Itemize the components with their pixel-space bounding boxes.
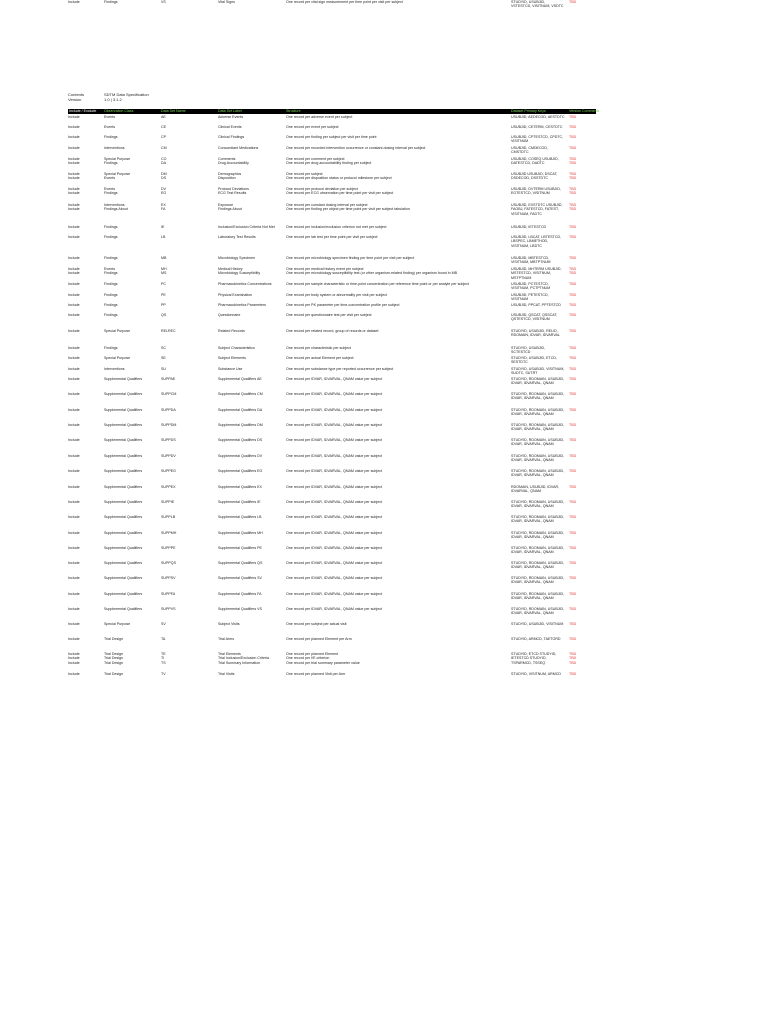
cell-structure: One record per planned Element per Arm	[286, 637, 352, 641]
cell-structure: One record per inclusion/exclusion criterion not met per subject	[286, 225, 387, 229]
cell-comments: TBD	[569, 515, 577, 519]
cell-class: Findings	[104, 293, 118, 297]
cell-include: Include	[68, 531, 80, 535]
cell-comments: TBD	[569, 454, 577, 458]
cell-structure: One record per subject One record per disposition status or protocol milestone per subject	[286, 172, 392, 181]
cell-dataset-name: SUPPDM	[161, 423, 177, 427]
cell-structure: One record per subject per actual visit	[286, 622, 347, 626]
cell-include: Include	[68, 469, 80, 473]
cell-include: Include	[68, 225, 80, 229]
cell-class: Special Purpose Findings	[104, 157, 131, 166]
cell-class: Findings	[104, 313, 118, 317]
cell-structure: One record per IDVAR, IDVARVAL, QNAM value per subject	[286, 438, 383, 442]
cell-comments: TBD	[569, 356, 577, 360]
cell-include: Include Include	[68, 267, 80, 276]
header-dataset-label: Data Set Label	[218, 109, 242, 113]
cell-dataset-name: CM	[161, 146, 167, 150]
cell-include: Include Include Include	[68, 652, 80, 665]
cell-structure: One record per characteristic per subject	[286, 346, 351, 350]
cell-include: Include	[68, 135, 80, 139]
cell-primary-keys: USUBJID, MBTESTCD, VISITNUM, MBTPTNUM	[511, 256, 551, 265]
cell-primary-keys: STUDYID, USUBJID, SCTESTCD	[511, 346, 546, 355]
cell-comments: TBD TBD	[569, 203, 577, 212]
cell-include: Include	[68, 377, 80, 381]
cell-comments: TBD	[569, 637, 577, 641]
cell-class: Supplemental Qualifiers	[104, 515, 143, 519]
cell-structure: One record per IDVAR, IDVARVAL, QNAM value per subject	[286, 454, 383, 458]
cell-comments: TBD	[569, 485, 577, 489]
cell-include: Include	[68, 146, 80, 150]
cell-class: Interventions Findings About	[104, 203, 128, 212]
cell-include: Include Include	[68, 187, 80, 196]
cell-class: Events	[104, 125, 115, 129]
cell-dataset-label: Supplemental Qualifiers DM	[218, 423, 263, 427]
cell-include: Include	[68, 235, 80, 239]
cell-primary-keys: STUDYID, RDOMAIN, USUBJID, IDVAR, IDVARVAL, QNAM	[511, 423, 565, 432]
cell-include: Include	[68, 392, 80, 396]
cell-dataset-name: TE TI TS	[161, 652, 166, 665]
cell-dataset-name: SUPPQS	[161, 561, 176, 565]
header-structure: Structure	[286, 109, 301, 113]
cell-comments: TBD	[569, 303, 577, 307]
cell-primary-keys: USUBJID, COSEQ USUBJID, DATESTCD, DADTC	[511, 157, 559, 166]
cell-comments: TBD	[569, 622, 577, 626]
cell-comments: TBD	[569, 346, 577, 350]
cell-class: Supplemental Qualifiers	[104, 423, 143, 427]
cell-dataset-name: MH MS	[161, 267, 167, 276]
cell-structure: One record per planned Element One record per I/E criterion One record per trial summary parameter value	[286, 652, 360, 665]
cell-include: Include	[68, 622, 80, 626]
cell-dataset-label: Questionnaire	[218, 313, 241, 317]
cell-dataset-name: SUPPSV	[161, 576, 176, 580]
cell-structure: One record per IDVAR, IDVARVAL, QNAM value per subject	[286, 546, 383, 550]
meta-contents-value: SDTM Data Specification	[104, 92, 149, 97]
cell-dataset-name: SUPPIE	[161, 500, 175, 504]
cell-structure: One record per PK parameter per time-concentration profile per subject	[286, 303, 400, 307]
cell-primary-keys: STUDYID, RDOMAIN, USUBJID, IDVAR, IDVARVAL, QNAM	[511, 546, 565, 555]
cell-primary-keys: STUDYID, RDOMAIN, USUBJID, IDVAR, IDVARVAL, QNAM	[511, 469, 565, 478]
cell-dataset-name: SUPPDV	[161, 454, 176, 458]
cell-comments: TBD	[569, 469, 577, 473]
cell-structure: One record per constant dosing interval per subject One record per finding per object per time point per visit per subject tabulation	[286, 203, 410, 212]
cell-primary-keys: USUBJID, DVTERM USUBJID, EGTESTCD, VISITNUM	[511, 187, 561, 196]
cell-class: Supplemental Qualifiers	[104, 607, 143, 611]
cell-dataset-name: PP	[161, 303, 166, 307]
cell-comments: TBD	[569, 561, 577, 565]
cell-comments: TBD	[569, 235, 577, 239]
meta-version-key: Version	[68, 97, 82, 102]
cell-dataset-name: DV EG	[161, 187, 167, 196]
header-primary-keys: Dataset Primary Keys	[511, 109, 546, 113]
cell-primary-keys: STUDYID, USUBJID, VISITNUM, SUDTC, SUTRT	[511, 367, 565, 376]
cell-structure: One record per event per subject	[286, 125, 339, 129]
cell-dataset-name: LB	[161, 235, 166, 239]
cell-primary-keys: STUDYID, RDOMAIN, USUBJID, IDVAR, IDVARVAL, QNAM	[511, 377, 565, 386]
cell-comments: TBD TBD	[569, 267, 577, 276]
cell-dataset-label: Exposure Findings About	[218, 203, 242, 212]
cell-structure: One record per medical history event per subject One record per microbiology susceptibility test (or other organism-related finding) per organism found in MB	[286, 267, 457, 276]
cell-include: Include	[68, 303, 80, 307]
cell-include: Include	[68, 485, 80, 489]
cell-include: Include	[68, 346, 80, 350]
cell-dataset-label: Medical History Microbiology Susceptibility	[218, 267, 261, 276]
cell-include: Include	[68, 293, 80, 297]
cell-class: Supplemental Qualifiers	[104, 592, 143, 596]
meta-version-value: 1.0 | 3.1.2	[104, 97, 122, 102]
cell-dataset-name: TV	[161, 672, 166, 676]
cell-dataset-label: Adverse Events	[218, 115, 244, 119]
cell-primary-keys: STUDYID, USUBJID, RELID, RDOMAIN, IDVAR, IDVARVAL	[511, 329, 560, 338]
cell-structure: One record per IDVAR, IDVARVAL, QNAM value per subject	[286, 423, 383, 427]
cell-dataset-name: RELREC	[161, 329, 176, 333]
cell-dataset-label: Supplemental Qualifiers FA	[218, 592, 262, 596]
cell-include: Include Include	[68, 203, 80, 212]
cell-structure: One record per IDVAR, IDVARVAL, QNAM value per subject	[286, 469, 383, 473]
cell-structure: One record per IDVAR, IDVARVAL, QNAM value per subject	[286, 485, 383, 489]
cell-class: Findings	[104, 282, 118, 286]
cell-dataset-name: SU	[161, 367, 166, 371]
cell-comments: TBD	[569, 672, 577, 676]
cell-structure: One record per IDVAR, IDVARVAL, QNAM value per subject	[286, 408, 383, 412]
cell-primary-keys: STUDYID, VISITNUM, ARMCD	[511, 672, 561, 676]
cell-dataset-name: DM DS	[161, 172, 167, 181]
cell-dataset-label: Pharmacokinetics Concentrations	[218, 282, 272, 286]
cell-include: Include	[68, 546, 80, 550]
cell-include: Include	[68, 0, 80, 4]
cell-class: Special Purpose	[104, 622, 131, 626]
cell-dataset-name: SUPPFA	[161, 592, 176, 596]
cell-comments: TBD TBD	[569, 172, 577, 181]
cell-include: Include	[68, 454, 80, 458]
cell-dataset-label: Supplemental Qualifiers EX	[218, 485, 262, 489]
cell-include: Include	[68, 576, 80, 580]
cell-primary-keys: USUBJID, LBCAT, LBTESTCD, LBSPEC, LBMETHOD, VISITNUM, LBDTC	[511, 235, 562, 248]
cell-comments: TBD TBD	[569, 187, 577, 196]
cell-comments: TBD TBD	[569, 157, 577, 166]
cell-class: Interventions	[104, 146, 125, 150]
cell-dataset-label: Inclusion/Exclusion Criteria Not Met	[218, 225, 275, 229]
cell-class: Findings	[104, 256, 118, 260]
cell-structure: One record per sample characteristic or time-point concentration per reference time point or per analyte per subject	[286, 282, 469, 286]
cell-class: Supplemental Qualifiers	[104, 531, 143, 535]
cell-dataset-label: Trial Elements Trial Inclusion/Exclusion Criteria Trial Summary Information	[218, 652, 269, 665]
cell-include: Include	[68, 637, 80, 641]
cell-primary-keys: USUBJID, AEDECOD, AESTDTC	[511, 115, 565, 119]
cell-dataset-label: Pharmacokinetics Parameters	[218, 303, 266, 307]
cell-class: Trial Design	[104, 672, 124, 676]
cell-structure: One record per related record, group of records or dataset	[286, 329, 379, 333]
cell-class: Events Findings	[104, 187, 118, 196]
cell-dataset-label: Supplemental Qualifiers QS	[218, 561, 263, 565]
cell-include: Include	[68, 367, 80, 371]
cell-include: Include Include	[68, 172, 80, 181]
cell-comments: TBD	[569, 0, 577, 4]
cell-comments: TBD	[569, 408, 577, 412]
cell-primary-keys: STUDYID, USUBJID, VSTESTCD, VISITNUM, VSDTC	[511, 0, 564, 9]
cell-dataset-name: EX FA	[161, 203, 166, 212]
cell-dataset-name: PC	[161, 282, 166, 286]
cell-dataset-label: Clinical Events	[218, 125, 242, 129]
cell-include: Include	[68, 115, 80, 119]
cell-dataset-name: PE	[161, 293, 166, 297]
cell-primary-keys: STUDYID, USUBJID, ETCD, SESTDTC	[511, 356, 557, 365]
cell-primary-keys: USUBJID, IETESTCD	[511, 225, 547, 229]
cell-comments: TBD	[569, 115, 577, 119]
cell-structure: One record per questionnaire test per visit per subject	[286, 313, 372, 317]
cell-comments: TBD	[569, 607, 577, 611]
cell-class: Trial Design	[104, 637, 124, 641]
cell-comments: TBD	[569, 592, 577, 596]
cell-structure: One record per adverse event per subject	[286, 115, 353, 119]
cell-dataset-label: Subject Elements	[218, 356, 246, 360]
cell-class: Supplemental Qualifiers	[104, 500, 143, 504]
cell-structure: One record per protocol deviation per subject One record per ECG observation per time point per visit per subject	[286, 187, 394, 196]
cell-comments: TBD	[569, 313, 577, 317]
cell-dataset-name: SUPPCM	[161, 392, 177, 396]
cell-comments: TBD	[569, 282, 577, 286]
cell-comments: TBD TBD TBD	[569, 652, 577, 665]
cell-structure: One record per comment per subject One record per drug accountability finding per subject	[286, 157, 372, 166]
cell-structure: One record per IDVAR, IDVARVAL, QNAM value per subject	[286, 561, 383, 565]
cell-comments: TBD	[569, 329, 577, 333]
cell-structure: One record per lab test per time point per visit per subject	[286, 235, 378, 239]
cell-dataset-label: Demographics Disposition	[218, 172, 242, 181]
cell-comments: TBD	[569, 500, 577, 504]
cell-dataset-label: Supplemental Qualifiers PE	[218, 546, 262, 550]
header-dataset-name: Data Set Name	[161, 109, 186, 113]
cell-dataset-label: Supplemental Qualifiers LB	[218, 515, 262, 519]
cell-include: Include	[68, 313, 80, 317]
cell-comments: TBD	[569, 256, 577, 260]
cell-class: Supplemental Qualifiers	[104, 438, 143, 442]
cell-dataset-name: SUPPLB	[161, 515, 176, 519]
cell-dataset-label: Supplemental Qualifiers VS	[218, 607, 262, 611]
cell-comments: TBD	[569, 377, 577, 381]
cell-primary-keys: USUBJID, PCTESTCD, VISITNUM, PCTPTNUM	[511, 282, 551, 291]
cell-structure: One record per IDVAR, IDVARVAL, QNAM value per subject	[286, 592, 383, 596]
cell-structure: One record per microbiology specimen finding per time point per visit per subject	[286, 256, 415, 260]
cell-class: Supplemental Qualifiers	[104, 485, 143, 489]
cell-structure: One record per IDVAR, IDVARVAL, QNAM value per subject	[286, 607, 383, 611]
cell-primary-keys: USUBJID USUBJID, DSCAT, DSDECOD, DSSTDTC	[511, 172, 558, 181]
cell-comments: TBD	[569, 146, 577, 150]
cell-include: Include	[68, 356, 80, 360]
cell-dataset-name: SV	[161, 622, 166, 626]
cell-dataset-name: VS	[161, 0, 166, 4]
cell-primary-keys: STUDYID, ETCD STUDYID, IETESTCD STUDYID, TSPARMCD, TSSEQ	[511, 652, 557, 665]
cell-comments: TBD	[569, 576, 577, 580]
cell-dataset-name: CE	[161, 125, 166, 129]
cell-include: Include	[68, 515, 80, 519]
cell-dataset-label: Subject Characteristics	[218, 346, 255, 350]
cell-structure: One record per planned Visit per Arm	[286, 672, 346, 676]
header-include: Include / Exclude	[69, 109, 97, 113]
cell-dataset-name: IE	[161, 225, 165, 229]
cell-structure: One record per recorded intervention occurrence or constant-dosing interval per subject	[286, 146, 426, 150]
cell-include: Include	[68, 672, 80, 676]
cell-structure: One record per IDVAR, IDVARVAL, QNAM value per subject	[286, 500, 383, 504]
cell-include: Include	[68, 282, 80, 286]
cell-dataset-label: Comments Drug Accountability	[218, 157, 249, 166]
cell-dataset-label: Supplemental Qualifiers DA	[218, 408, 263, 412]
cell-dataset-label: Supplemental Qualifiers DS	[218, 438, 263, 442]
cell-dataset-name: SUPPEX	[161, 485, 176, 489]
cell-dataset-label: Supplemental Qualifiers EG	[218, 469, 263, 473]
cell-structure: One record per substance type per reported occurrence per subject	[286, 367, 394, 371]
cell-structure: One record per IDVAR, IDVARVAL, QNAM value per subject	[286, 392, 383, 396]
cell-primary-keys: STUDYID, RDOMAIN, USUBJID, IDVAR, IDVARVAL, QNAM	[511, 392, 565, 401]
cell-dataset-label: Supplemental Qualifiers CM	[218, 392, 263, 396]
cell-dataset-name: TA	[161, 637, 166, 641]
cell-class: Findings	[104, 135, 118, 139]
cell-structure: One record per body system or abnormality per visit per subject	[286, 293, 388, 297]
cell-primary-keys: STUDYID, RDOMAIN, USUBJID, IDVAR, IDVARVAL, QNAM	[511, 515, 565, 524]
cell-primary-keys: STUDYID, RDOMAIN, USUBJID, IDVAR, IDVARVAL, QNAM	[511, 438, 565, 447]
cell-structure: One record per IDVAR, IDVARVAL, QNAM value per subject	[286, 515, 383, 519]
cell-structure: One record per finding per subject per visit per time point	[286, 135, 377, 139]
cell-dataset-name: QS	[161, 313, 167, 317]
cell-comments: TBD	[569, 392, 577, 396]
cell-include: Include	[68, 561, 80, 565]
cell-dataset-name: SUPPMH	[161, 531, 177, 535]
cell-dataset-label: Microbiology Specimen	[218, 256, 256, 260]
cell-include: Include	[68, 438, 80, 442]
cell-dataset-name: SUPPEG	[161, 469, 176, 473]
cell-include: Include	[68, 408, 80, 412]
cell-include: Include	[68, 423, 80, 427]
cell-class: Events Findings	[104, 267, 118, 276]
cell-dataset-name: CO DA	[161, 157, 167, 166]
meta-contents-key: Contents	[68, 92, 85, 97]
cell-primary-keys: USUBJID, PETESTCD, VISITNUM	[511, 293, 549, 302]
cell-dataset-name: SUPPAE	[161, 377, 176, 381]
cell-class: Supplemental Qualifiers	[104, 392, 143, 396]
cell-dataset-label: Substance Use	[218, 367, 243, 371]
cell-primary-keys: STUDYID, RDOMAIN, USUBJID, IDVAR, IDVARVAL, QNAM	[511, 561, 565, 570]
cell-primary-keys: USUBJID, CMDECOD, CMSTDTC	[511, 146, 548, 155]
cell-dataset-name: SC	[161, 346, 166, 350]
header-comments: Version Comments	[569, 109, 600, 113]
cell-dataset-name: SUPPVS	[161, 607, 176, 611]
cell-dataset-name: CP	[161, 135, 166, 139]
cell-dataset-label: Supplemental Qualifiers SV	[218, 576, 262, 580]
cell-dataset-name: MB	[161, 256, 167, 260]
cell-include: Include	[68, 256, 80, 260]
cell-include: Include	[68, 329, 80, 333]
cell-include: Include	[68, 125, 80, 129]
cell-primary-keys: STUDYID, RDOMAIN, USUBJID, IDVAR, IDVARVAL, QNAM	[511, 531, 565, 540]
cell-comments: TBD	[569, 125, 577, 129]
cell-primary-keys: STUDYID, RDOMAIN, USUBJID, IDVAR, IDVARVAL, QNAM	[511, 592, 565, 601]
cell-primary-keys: USUBJID, CPTESTCD, CPDTC, VISITNUM	[511, 135, 564, 144]
cell-primary-keys: STUDYID, RDOMAIN, USUBJID, IDVAR, IDVARVAL, QNAM	[511, 607, 565, 616]
cell-comments: TBD	[569, 531, 577, 535]
cell-primary-keys: RDOMAIN, USUBJID, IDVAR, IDVARVAL, QNAM	[511, 485, 560, 494]
cell-class: Trial Design Trial Design Trial Design	[104, 652, 124, 665]
cell-class: Special Purpose	[104, 329, 131, 333]
cell-structure: One record per vital sign measurement per time point per visit per subject	[286, 0, 403, 4]
cell-dataset-label: Related Records	[218, 329, 245, 333]
cell-dataset-name: SUPPPE	[161, 546, 176, 550]
cell-dataset-label: Subject Visits	[218, 622, 240, 626]
cell-dataset-label: Clinical Findings	[218, 135, 245, 139]
cell-structure: One record per IDVAR, IDVARVAL, QNAM value per subject	[286, 377, 383, 381]
cell-class: Supplemental Qualifiers	[104, 408, 143, 412]
cell-primary-keys: STUDYID, ARMCD, TAETORD	[511, 637, 561, 641]
cell-class: Special Purpose	[104, 356, 131, 360]
cell-primary-keys: USUBJID, EXSTDTC USUBJID, FAOBJ, FATESTCD, FATEST, VISITNUM, FADTC	[511, 203, 563, 216]
cell-primary-keys: USUBJID, MHTERM USUBJID, MSTESTCD, VISITNUM, MSTPTNUM	[511, 267, 562, 280]
cell-include: Include	[68, 607, 80, 611]
cell-primary-keys: STUDYID, RDOMAIN, USUBJID, IDVAR, IDVARVAL, QNAM	[511, 500, 565, 509]
cell-class: Supplemental Qualifiers	[104, 576, 143, 580]
cell-comments: TBD	[569, 423, 577, 427]
cell-primary-keys: STUDYID, RDOMAIN, USUBJID, IDVAR, IDVARVAL, QNAM	[511, 576, 565, 585]
cell-dataset-label: Trial Visits	[218, 672, 235, 676]
cell-comments: TBD	[569, 438, 577, 442]
cell-class: Findings	[104, 235, 118, 239]
cell-primary-keys: STUDYID, USUBJID, VISITNUM	[511, 622, 564, 626]
cell-structure: One record per IDVAR, IDVARVAL, QNAM value per subject	[286, 576, 383, 580]
cell-class: Events	[104, 115, 115, 119]
cell-include: Include	[68, 592, 80, 596]
cell-comments: TBD	[569, 135, 577, 139]
cell-class: Interventions	[104, 367, 125, 371]
cell-structure: One record per actual Element per subject	[286, 356, 354, 360]
cell-include: Include Include	[68, 157, 80, 166]
cell-dataset-name: SUPPDS	[161, 438, 176, 442]
cell-dataset-name: AE	[161, 115, 166, 119]
cell-dataset-name: SE	[161, 356, 166, 360]
cell-comments: TBD	[569, 546, 577, 550]
cell-class: Supplemental Qualifiers	[104, 377, 143, 381]
cell-class: Supplemental Qualifiers	[104, 561, 143, 565]
cell-include: Include	[68, 500, 80, 504]
cell-dataset-label: Laboratory Test Results	[218, 235, 256, 239]
cell-dataset-label: Protocol Deviations ECG Test Results	[218, 187, 249, 196]
cell-primary-keys: USUBJID, PPCAT, PPTESTCD	[511, 303, 561, 307]
cell-class: Supplemental Qualifiers	[104, 469, 143, 473]
table-header	[68, 109, 600, 114]
cell-primary-keys: USUBJID, CETERM, CESTDTC	[511, 125, 563, 129]
cell-comments: TBD	[569, 225, 577, 229]
cell-dataset-label: Trial Arms	[218, 637, 235, 641]
cell-primary-keys: STUDYID, RDOMAIN, USUBJID, IDVAR, IDVARVAL, QNAM	[511, 408, 565, 417]
cell-comments: TBD	[569, 367, 577, 371]
cell-class: Findings	[104, 346, 118, 350]
cell-dataset-name: SUPPDA	[161, 408, 176, 412]
cell-dataset-label: Physical Examination	[218, 293, 253, 297]
cell-primary-keys: USUBJID, QSCAT, QSSCAT, QSTESTCD, VISITNUM	[511, 313, 558, 322]
cell-dataset-label: Supplemental Qualifiers DV	[218, 454, 263, 458]
cell-class: Special Purpose Events	[104, 172, 131, 181]
cell-comments: TBD	[569, 293, 577, 297]
cell-structure: One record per IDVAR, IDVARVAL, QNAM value per subject	[286, 531, 383, 535]
cell-class: Findings	[104, 225, 118, 229]
cell-dataset-label: Supplemental Qualifiers MH	[218, 531, 263, 535]
cell-dataset-label: Concomitant Medications	[218, 146, 259, 150]
cell-class: Findings	[104, 303, 118, 307]
cell-dataset-label: Supplemental Qualifiers AE	[218, 377, 262, 381]
header-class: Observation Class	[104, 109, 134, 113]
cell-primary-keys: STUDYID, RDOMAIN, USUBJID, IDVAR, IDVARVAL, QNAM	[511, 454, 565, 463]
cell-dataset-label: Vital Signs	[218, 0, 235, 4]
cell-class: Supplemental Qualifiers	[104, 546, 143, 550]
cell-class: Findings	[104, 0, 118, 4]
cell-class: Supplemental Qualifiers	[104, 454, 143, 458]
cell-dataset-label: Supplemental Qualifiers IE	[218, 500, 261, 504]
